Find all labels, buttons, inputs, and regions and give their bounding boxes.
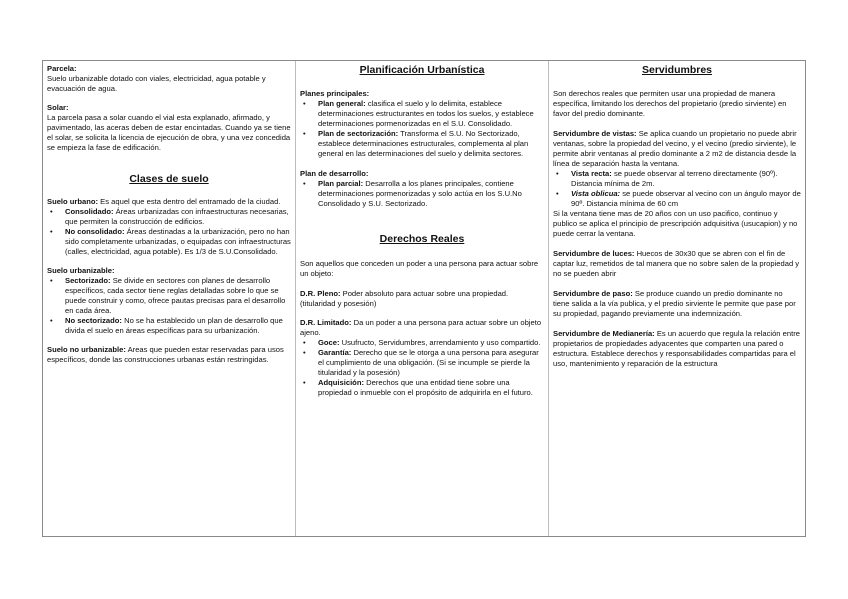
general-text: clasifica el suelo y lo delimita, establece determinaciones estructurantes en todos los suelos, y establece determinaciones pormenorizadas en el S.U. Consolidado. — [318, 99, 534, 128]
medianeria-paragraph — [553, 329, 801, 369]
goce-text: Usufructo, Servidumbres, arrendamiento y uso compartido. — [341, 338, 541, 347]
paso-text: Se produce cuando un predio dominante no tiene salida a la vía publica, y el predio sirviente le permite que pase por su propiedad, pagando previamente una indemnización. — [553, 289, 796, 318]
no-urbanizable-title: Suelo no urbanizable: — [47, 345, 126, 354]
no-consolidado-text: Áreas destinadas a la urbanización, pero no han sido completamente urbanizadas, o equipadas con infraestructuras (calles, electricidad, agua potable). Es 1/3 de S.U.Consolidado. — [65, 227, 291, 256]
urbano-list — [47, 207, 291, 257]
column-suelo — [43, 61, 296, 536]
sectorizacion-title: Plan de sectorización: — [318, 129, 399, 138]
urbano-paragraph — [47, 197, 291, 207]
parcela-title: Parcela: — [47, 64, 77, 73]
general-title: Plan general: — [318, 99, 366, 108]
list-item — [571, 169, 801, 189]
list-item — [65, 207, 291, 227]
solar-text: La parcela pasa a solar cuando el vial esta explanado, afirmado, y pavimentado, las aceras deben de estar encintadas. Cuando ya se tiene el solar, se solicita la licencia de ejecución de obra, y una vez concedida se empieza la fase de edificación. — [47, 113, 291, 152]
list-item — [318, 348, 544, 378]
luces-text: Huecos de 30x30 que se abren con el fin de captar luz, remetidos de tal manera que no sobre salen de la propiedad y no se pueden abrir — [553, 249, 800, 278]
limitado-title: D.R. Limitado: — [300, 318, 352, 327]
list-item — [318, 378, 544, 398]
no-urbanizable-paragraph — [47, 345, 291, 365]
limitado-paragraph — [300, 318, 544, 338]
pleno-title: D.R. Pleno: — [300, 289, 341, 298]
sectorizado-text: Se divide en sectores con planes de desarrollo específicos, cada sector tiene reglas detalladas sobre lo que se puede construir y como, ofrece pautas precisas para el desarrollo en cada área. — [65, 276, 286, 315]
medianeria-title: Servidumbre de Medianería: — [553, 329, 655, 338]
goce-title: Goce: — [318, 338, 340, 347]
servidumbres-heading: Servidumbres — [641, 64, 713, 76]
luces-title: Servidumbre de luces: — [553, 249, 635, 258]
parcela-text: Suelo urbanizable dotado con viales, electricidad, agua potable y evacuación de agua. — [47, 74, 266, 93]
servidumbres-intro: Son derechos reales que permiten usar una propiedad de manera específica, limitando los derechos del propietario (predio sirviente) en favor del predio dominante. — [553, 89, 787, 118]
no-sectorizado-title: No sectorizado: — [65, 316, 122, 325]
vistas-paragraph — [553, 129, 801, 169]
document-table — [42, 60, 806, 537]
urbanizable-title: Suelo urbanizable: — [47, 266, 115, 275]
vistas-list — [553, 169, 801, 209]
list-item — [318, 338, 544, 348]
pleno-text: Poder absoluto para actuar sobre una propiedad. (titularidad y posesión) — [300, 289, 509, 308]
consolidado-text: Áreas urbanizadas con infraestructuras necesarias, que permiten la construcción de edificios. — [65, 207, 289, 226]
list-item — [65, 316, 291, 336]
paso-paragraph — [553, 289, 801, 319]
clases-heading: Clases de suelo — [129, 173, 209, 185]
oblicua-title: Vista oblicua: — [571, 189, 621, 198]
list-item — [65, 227, 291, 257]
limitado-list — [300, 338, 544, 398]
list-item — [571, 189, 801, 209]
paso-title: Servidumbre de paso: — [553, 289, 633, 298]
adquisicion-title: Adquisición: — [318, 378, 364, 387]
solar-title: Solar: — [47, 103, 69, 112]
vistas-text: Se aplica cuando un propietario no puede abrir ventanas, sobre la propiedad del vecino, y el vecino (predio sirviente), le permite abrir ventanas al predio dominante a 2 m2 de distancia desde la línea de separación hasta la ventana. — [553, 129, 797, 168]
derechos-heading: Derechos Reales — [379, 233, 465, 245]
pleno-paragraph — [300, 289, 544, 309]
planes-title: Planes principales: — [300, 89, 370, 98]
luces-paragraph — [553, 249, 801, 279]
no-sectorizado-text: No se ha establecido un plan de desarrollo que divida el suelo en áreas específicas para su urbanización. — [65, 316, 283, 335]
desarrollo-title: Plan de desarrollo: — [300, 169, 369, 178]
oblicua-text: se puede observar al vecino con un ángulo mayor de 90º. Distancia mínima de 60 cm — [571, 189, 801, 208]
column-planificacion — [296, 61, 549, 536]
urbano-title: Suelo urbano: — [47, 197, 99, 206]
list-item — [318, 179, 544, 209]
derechos-intro: Son aquellos que conceden un poder a una persona para actuar sobre un objeto: — [300, 259, 539, 278]
sectorizado-title: Sectorizado: — [65, 276, 111, 285]
parcial-title: Plan parcial: — [318, 179, 364, 188]
column-servidumbres — [549, 61, 805, 536]
no-urbanizable-text: Areas que pueden estar reservadas para usos específicos, donde las construcciones urbanas están restringidas. — [47, 345, 284, 364]
adquisicion-text: Derechos que una entidad tiene sobre una propiedad o inmueble con el propósito de adquirirla en el futuro. — [318, 378, 533, 397]
list-item — [318, 99, 544, 129]
medianeria-text: Es un acuerdo que regula la relación entre propietarios de propiedades adyacentes que comparten una pared o estructura. Establece derechos y responsabilidades compartidas para el uso, mantenimiento y reparación de la estructura — [553, 329, 800, 368]
parcial-text: Desarrolla a los planes principales, contiene determinaciones pormenorizadas y solo actúa en los S.U.No Consolidado y S.U. Sectorizado. — [318, 179, 522, 208]
recta-title: Vista recta: — [571, 169, 612, 178]
urbano-text: Es aquel que esta dentro del entramado de la ciudad. — [100, 197, 281, 206]
sectorizacion-text: Transforma el S.U. No Sectorizado, establece determinaciones estructurales, complementa al plan general en las determinaciones del suelo y delimita sectores. — [318, 129, 529, 158]
no-consolidado-title: No consolidado: — [65, 227, 125, 236]
list-item — [318, 129, 544, 159]
garantia-text: Derecho que se le otorga a una persona para asegurar el cumplimiento de una obligación. (Si se incumple se pierde la titularidad y la posesión) — [318, 348, 539, 377]
parcela-paragraph — [47, 64, 291, 94]
consolidado-title: Consolidado: — [65, 207, 114, 216]
planes-list — [300, 99, 544, 159]
garantia-title: Garantía: — [318, 348, 352, 357]
urbanizable-list — [47, 276, 291, 336]
vistas-title: Servidumbre de vistas: — [553, 129, 637, 138]
limitado-text: Da un poder a una persona para actuar sobre un objeto ajeno. — [300, 318, 542, 337]
solar-paragraph — [47, 103, 291, 153]
planificacion-heading: Planificación Urbanística — [359, 64, 485, 76]
list-item — [65, 276, 291, 316]
recta-text: se puede observar al terreno directamente (90º). Distancia mínima de 2m. — [571, 169, 778, 188]
desarrollo-list — [300, 179, 544, 209]
vistas-extra: Si la ventana tiene mas de 20 años con un uso pacifico, continuo y publico se aplica el principio de prescripción adquisitiva (usucapion) y no puede cerrar la ventana. — [553, 209, 798, 238]
